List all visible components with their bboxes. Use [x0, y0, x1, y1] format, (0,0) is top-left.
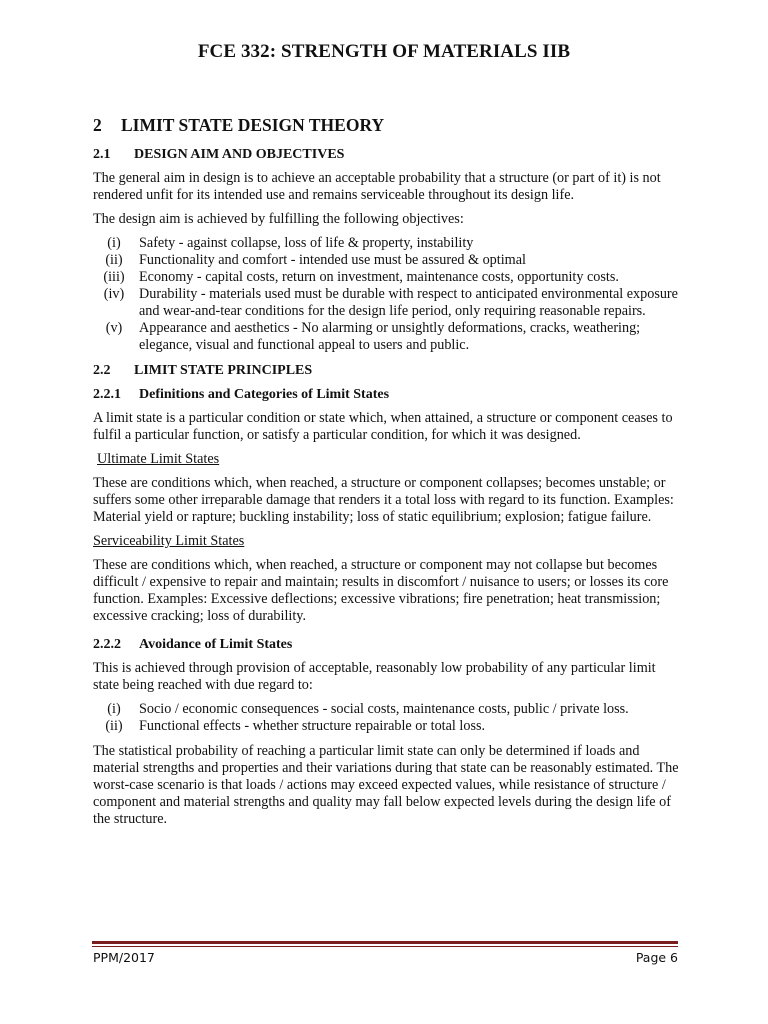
list-item-text: Economy - capital costs, return on investment, maintenance costs, opportunity costs.	[139, 269, 619, 285]
section-heading	[93, 114, 683, 136]
subsubsection-heading-2-2-2	[93, 636, 683, 654]
list-marker: (v)	[105, 320, 123, 336]
list-marker: (i)	[107, 235, 121, 251]
paragraph-sls: These are conditions which, when reached, a structure or component may not collapse but becomes difficult / expensive to repair and maintain; results in discomfort / nuisance to users; or losses its core function. Examples: Excessive deflections; excessive vibrations; fire penetration; heat transmission; excessive cracking; loss of durability.	[93, 557, 669, 624]
list-item-text: Appearance and aesthetics - No alarming or unsightly deformations, cracks, weathering; elegance, visual and functional appeal to users and public.	[139, 320, 641, 353]
subsection-title: LIMIT STATE PRINCIPLES	[134, 363, 313, 378]
list-marker: (ii)	[105, 718, 123, 734]
list-marker: (iv)	[103, 286, 125, 302]
list-marker: (ii)	[105, 252, 123, 268]
avoidance-list	[93, 701, 683, 735]
list-item	[93, 718, 683, 735]
list-marker: (iii)	[103, 269, 125, 285]
list-item	[93, 701, 683, 718]
list-item	[93, 252, 683, 269]
list-item-text: Durability - materials used must be durable with respect to anticipated environmental exposure and wear-and-tear conditions for the design life period, only requiring reasonable repairs.	[139, 286, 678, 319]
paragraph-avoidance-intro: This is achieved through provision of acceptable, reasonably low probability of any particular limit state being reached with due regard to:	[93, 660, 656, 693]
list-item	[93, 320, 683, 354]
footer-rule	[92, 941, 678, 944]
paragraph-design-aim: The general aim in design is to achieve an acceptable probability that a structure (or part of it) is not rendered unfit for its intended use and remains serviceable throughout its design life.	[93, 170, 661, 203]
footer-author-year: PPM/2017	[93, 950, 155, 965]
subsection-heading-2-1	[93, 146, 683, 164]
paragraph-limit-state-definition: A limit state is a particular condition or state which, when attained, a structure or component ceases to fulfil a particular function, or satisfy a particular condition, for which it was designed.	[93, 410, 673, 443]
list-item	[93, 269, 683, 286]
subsection-number: 2.1	[93, 147, 111, 162]
paragraph-uls: These are conditions which, when reached, a structure or component collapses; becomes unstable; or suffers some other irreparable damage that renders it a total loss with regard to its function. Examples: Material yield or rapture; buckling instability; loss of static equilibrium; explosion; fatigue failure.	[93, 475, 674, 525]
subsubsection-title: Avoidance of Limit States	[139, 637, 293, 652]
list-item-text: Socio / economic consequences - social costs, maintenance costs, public / private loss.	[139, 701, 629, 717]
subsubsection-number: 2.2.1	[93, 387, 121, 402]
paragraph-statistical-probability: The statistical probability of reaching a particular limit state can only be determined if loads and material strengths and properties and their variations during that state can be reasonably estimated. The worst-case scenario is that loads / actions may exceed expected values, while resistance of structure / component and material strengths and quality may fall below expected levels during the design life of the structure.	[93, 743, 679, 827]
subsubsection-number: 2.2.2	[93, 637, 121, 652]
subsection-number: 2.2	[93, 363, 111, 378]
list-item	[93, 235, 683, 252]
objectives-list	[93, 235, 683, 354]
list-marker: (i)	[107, 701, 121, 717]
list-item-text: Functionality and comfort - intended use must be assured & optimal	[139, 252, 526, 268]
footer-rule-thin	[92, 946, 678, 947]
subsection-heading-2-2	[93, 362, 683, 380]
list-item-text: Safety - against collapse, loss of life & property, instability	[139, 235, 474, 251]
page-number: Page 6	[635, 950, 678, 965]
section-title: LIMIT STATE DESIGN THEORY	[121, 115, 385, 135]
subsection-title: DESIGN AIM AND OBJECTIVES	[134, 147, 345, 162]
subsubsection-title: Definitions and Categories of Limit States	[139, 387, 390, 402]
page-title: FCE 332: STRENGTH OF MATERIALS IIB	[197, 41, 571, 62]
paragraph-objectives-intro: The design aim is achieved by fulfilling the following objectives:	[93, 211, 464, 227]
list-item-text: Functional effects - whether structure repairable or total loss.	[139, 718, 486, 734]
list-item	[93, 286, 683, 320]
subsubsection-heading-2-2-1	[93, 386, 683, 404]
document-body	[93, 114, 683, 835]
section-number: 2	[93, 115, 102, 135]
sls-heading: Serviceability Limit States	[93, 533, 245, 549]
uls-heading: Ultimate Limit States	[97, 451, 220, 467]
